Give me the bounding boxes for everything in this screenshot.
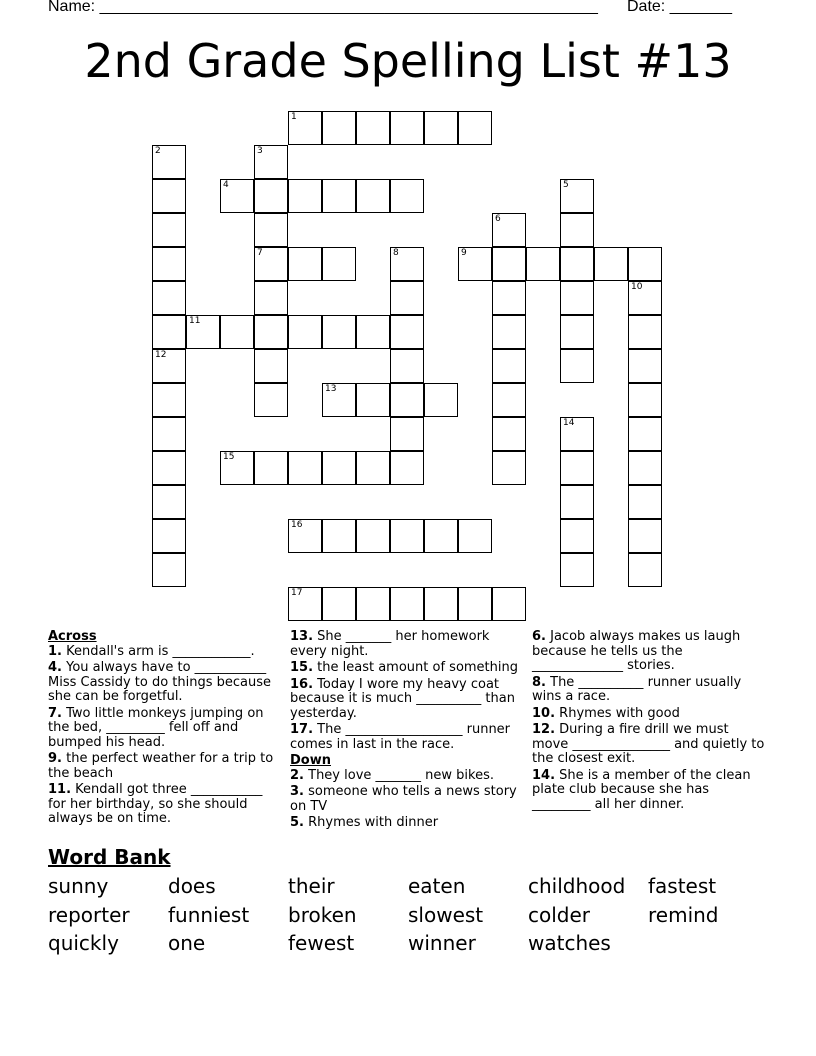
clue-down-12: [532, 723, 768, 767]
clue-down-6: [532, 630, 768, 674]
date-line[interactable]: _______: [669, 0, 732, 15]
crossword-cell[interactable]: [458, 247, 492, 281]
clue-number: 6.: [532, 629, 546, 644]
clue-down-2: [290, 769, 526, 784]
clue-number: 9.: [48, 751, 62, 766]
clue-text: Rhymes with good: [559, 705, 680, 721]
crossword-cell[interactable]: [424, 383, 458, 417]
crossword-cell[interactable]: [152, 451, 186, 485]
crossword-cell[interactable]: [356, 315, 390, 349]
crossword-cell[interactable]: [152, 553, 186, 587]
clue-number-label: 15: [223, 452, 235, 462]
clue-number-label: 13: [325, 384, 337, 394]
clue-number: 4.: [48, 660, 62, 675]
crossword-cell[interactable]: [356, 519, 390, 553]
clue-number-label: 9: [461, 248, 467, 258]
crossword-cell[interactable]: [594, 247, 628, 281]
crossword-cell[interactable]: [492, 587, 526, 621]
crossword-cell[interactable]: [152, 315, 186, 349]
crossword-cell[interactable]: [390, 111, 424, 145]
clue-number: 11.: [48, 782, 72, 797]
word-bank-item: watches: [528, 931, 611, 955]
clue-number-label: 16: [291, 520, 303, 530]
clue-number: 13.: [290, 629, 314, 644]
crossword-cell[interactable]: [424, 587, 458, 621]
crossword-cell[interactable]: [254, 213, 288, 247]
crossword-cell[interactable]: [628, 485, 662, 519]
clue-number-label: 6: [495, 214, 501, 224]
crossword-cell[interactable]: [492, 417, 526, 451]
clue-number: 1.: [48, 643, 62, 659]
clue-number-label: 14: [563, 418, 575, 428]
clue-number: 5.: [290, 815, 304, 830]
word-bank-item: quickly: [48, 931, 119, 955]
crossword-cell[interactable]: [492, 451, 526, 485]
crossword-cell[interactable]: [322, 383, 356, 417]
crossword-cell[interactable]: [390, 179, 424, 213]
crossword-cell[interactable]: [560, 451, 594, 485]
across-heading: Across: [48, 629, 97, 644]
word-bank-item: sunny: [48, 874, 109, 898]
crossword-cell[interactable]: [254, 383, 288, 417]
clues-column-3: [532, 630, 768, 814]
name-label: Name:: [48, 0, 100, 15]
crossword-cell[interactable]: [220, 451, 254, 485]
crossword-cell[interactable]: [356, 179, 390, 213]
clue-across-17: [290, 723, 526, 752]
crossword-cell[interactable]: [288, 179, 322, 213]
word-bank-item: does: [168, 874, 216, 898]
crossword-cell[interactable]: [254, 315, 288, 349]
crossword-cell[interactable]: [560, 485, 594, 519]
clue-number: 15.: [290, 660, 314, 675]
clue-text: She _______ her homework every night.: [290, 629, 490, 659]
crossword-cell[interactable]: [322, 451, 356, 485]
crossword-cell[interactable]: [628, 519, 662, 553]
crossword-cell[interactable]: [628, 349, 662, 383]
clue-text: Kendall got three ___________ for her birthday, so she should always be on time.: [48, 782, 263, 826]
clue-text: She is a member of the clean plate club because she has _________ all her dinner.: [532, 767, 751, 812]
clue-across-4: [48, 661, 284, 705]
clue-across-11: [48, 783, 284, 827]
crossword-cell[interactable]: [152, 281, 186, 315]
clue-text: They love _______ new bikes.: [308, 767, 494, 783]
crossword-cell[interactable]: [254, 247, 288, 281]
crossword-cell[interactable]: [458, 519, 492, 553]
crossword-cell[interactable]: [628, 417, 662, 451]
crossword-cell[interactable]: [356, 451, 390, 485]
crossword-cell[interactable]: [322, 315, 356, 349]
crossword-cell[interactable]: [390, 349, 424, 383]
word-bank-item: winner: [408, 931, 476, 955]
crossword-cell[interactable]: [390, 519, 424, 553]
crossword-cell[interactable]: [390, 587, 424, 621]
crossword-cell[interactable]: [322, 587, 356, 621]
clue-text: Jacob always makes us laugh because he tells us the ______________ stories.: [532, 629, 741, 673]
crossword-cell[interactable]: [390, 417, 424, 451]
word-bank-item: colder: [528, 903, 591, 927]
crossword-cell[interactable]: [628, 315, 662, 349]
down-heading: Down: [290, 753, 331, 768]
clue-text: During a fire drill we must move _______________ and quietly to the closest exit.: [532, 722, 765, 766]
clue-text: Kendall's arm is ____________.: [66, 643, 255, 659]
crossword-cell[interactable]: [356, 587, 390, 621]
crossword-cell[interactable]: [628, 281, 662, 315]
crossword-cell[interactable]: [492, 315, 526, 349]
crossword-cell[interactable]: [390, 281, 424, 315]
crossword-cell[interactable]: [492, 349, 526, 383]
clue-number: 12.: [532, 722, 556, 737]
crossword-cell[interactable]: [288, 315, 322, 349]
clue-number-label: 2: [155, 146, 161, 156]
crossword-cell[interactable]: [526, 247, 560, 281]
clue-number: 8.: [532, 674, 546, 690]
clue-text: the perfect weather for a trip to the beach: [48, 751, 274, 781]
clue-text: Rhymes with dinner: [308, 815, 439, 830]
crossword-cell[interactable]: [254, 281, 288, 315]
crossword-cell[interactable]: [152, 349, 186, 383]
clue-number-label: 10: [631, 282, 643, 292]
crossword-cell[interactable]: [288, 451, 322, 485]
crossword-cell[interactable]: [560, 179, 594, 213]
crossword-cell[interactable]: [390, 315, 424, 349]
crossword-cell[interactable]: [458, 587, 492, 621]
clue-down-3: [290, 785, 526, 814]
clue-number-label: 3: [257, 146, 263, 156]
crossword-cell[interactable]: [288, 111, 322, 145]
clue-number-label: 5: [563, 180, 569, 190]
crossword-cell[interactable]: [628, 247, 662, 281]
crossword-cell[interactable]: [322, 519, 356, 553]
crossword-cell[interactable]: [458, 111, 492, 145]
clue-text: the least amount of something: [317, 660, 518, 675]
crossword-cell[interactable]: [492, 247, 526, 281]
clue-text: someone who tells a news story on TV: [290, 784, 517, 814]
crossword-cell[interactable]: [220, 179, 254, 213]
date-label: Date:: [627, 0, 670, 15]
clue-number: 3.: [290, 784, 304, 799]
crossword-cell[interactable]: [424, 519, 458, 553]
clue-number-label: 7: [257, 248, 263, 258]
clue-down-10: [532, 707, 768, 722]
word-bank-item: reporter: [48, 903, 130, 927]
crossword-cell[interactable]: [254, 349, 288, 383]
crossword-cell[interactable]: [322, 247, 356, 281]
crossword-cell[interactable]: [254, 451, 288, 485]
crossword-cell[interactable]: [390, 247, 424, 281]
clue-across-16: [290, 678, 526, 722]
clue-number: 7.: [48, 705, 62, 721]
crossword-cell[interactable]: [560, 213, 594, 247]
clue-down-14: [532, 769, 768, 813]
clue-number: 2.: [290, 767, 304, 783]
crossword-cell[interactable]: [254, 145, 288, 179]
clue-across-9: [48, 752, 284, 781]
clue-text: Two little monkeys jumping on the bed, _________ fell off and bumped his head.: [48, 705, 264, 750]
crossword-cell[interactable]: [560, 519, 594, 553]
clue-text: You always have to ___________ Miss Cassidy to do things because she can be forgetful.: [48, 660, 272, 704]
word-bank-item: fastest: [648, 874, 717, 898]
clue-text: The __________________ runner comes in last in the race.: [290, 722, 511, 752]
clue-across-1: [48, 645, 284, 660]
clue-number-label: 11: [189, 316, 201, 326]
clue-across-15: [290, 661, 526, 676]
crossword-cell[interactable]: [390, 383, 424, 417]
crossword-cell[interactable]: [424, 111, 458, 145]
crossword-cell[interactable]: [152, 417, 186, 451]
word-bank-item: fewest: [288, 931, 355, 955]
crossword-cell[interactable]: [628, 451, 662, 485]
word-bank-item: eaten: [408, 874, 466, 898]
clue-number: 10.: [532, 705, 556, 721]
crossword-cell[interactable]: [254, 179, 288, 213]
crossword-cell[interactable]: [152, 247, 186, 281]
crossword-cell[interactable]: [492, 383, 526, 417]
clue-down-8: [532, 676, 768, 705]
word-bank-title: Word Bank: [48, 845, 171, 869]
word-bank-item: funniest: [168, 903, 250, 927]
clue-number: 16.: [290, 676, 314, 692]
crossword-cell[interactable]: [152, 383, 186, 417]
clue-number: 14.: [532, 767, 556, 783]
crossword-cell[interactable]: [220, 315, 254, 349]
crossword-cell[interactable]: [560, 417, 594, 451]
clue-down-5: [290, 816, 526, 831]
crossword-cell[interactable]: [322, 179, 356, 213]
crossword-cell[interactable]: [152, 179, 186, 213]
crossword-cell[interactable]: [152, 485, 186, 519]
crossword-cell[interactable]: [186, 315, 220, 349]
word-bank-item: their: [288, 874, 335, 898]
crossword-cell[interactable]: [492, 213, 526, 247]
crossword-cell[interactable]: [560, 349, 594, 383]
crossword-cell[interactable]: [152, 213, 186, 247]
clue-text: Today I wore my heavy coat because it is much __________ than yesterday.: [290, 676, 515, 721]
clue-across-13: [290, 630, 526, 659]
crossword-cell[interactable]: [322, 111, 356, 145]
clue-number-label: 1: [291, 112, 297, 122]
crossword-cell[interactable]: [628, 553, 662, 587]
clue-number-label: 12: [155, 350, 167, 360]
clue-number-label: 8: [393, 248, 399, 258]
crossword-cell[interactable]: [288, 587, 322, 621]
crossword-cell[interactable]: [356, 383, 390, 417]
page-title: 2nd Grade Spelling List #13: [84, 34, 732, 88]
crossword-cell[interactable]: [390, 451, 424, 485]
word-bank-item: one: [168, 931, 206, 955]
crossword-cell[interactable]: [356, 111, 390, 145]
crossword-cell[interactable]: [288, 519, 322, 553]
name-line[interactable]: ________________________________________________________: [99, 0, 598, 15]
clue-number: 17.: [290, 722, 314, 737]
word-bank-item: remind: [648, 903, 719, 927]
clue-text: The __________ runner usually wins a race.: [532, 674, 742, 704]
word-bank-item: childhood: [528, 874, 626, 898]
crossword-cell[interactable]: [152, 519, 186, 553]
crossword-cell[interactable]: [560, 315, 594, 349]
crossword-cell[interactable]: [560, 281, 594, 315]
crossword-cell[interactable]: [288, 247, 322, 281]
clue-number-label: 17: [291, 588, 303, 598]
clue-across-7: [48, 707, 284, 751]
crossword-cell[interactable]: [560, 247, 594, 281]
crossword-cell[interactable]: [560, 553, 594, 587]
word-bank-item: slowest: [408, 903, 484, 927]
clues-column-2: [290, 630, 526, 833]
crossword-cell[interactable]: [152, 145, 186, 179]
word-bank-item: broken: [288, 903, 357, 927]
crossword-cell[interactable]: [628, 383, 662, 417]
clue-number-label: 4: [223, 180, 229, 190]
crossword-cell[interactable]: [492, 281, 526, 315]
clues-column-1: [48, 630, 284, 829]
